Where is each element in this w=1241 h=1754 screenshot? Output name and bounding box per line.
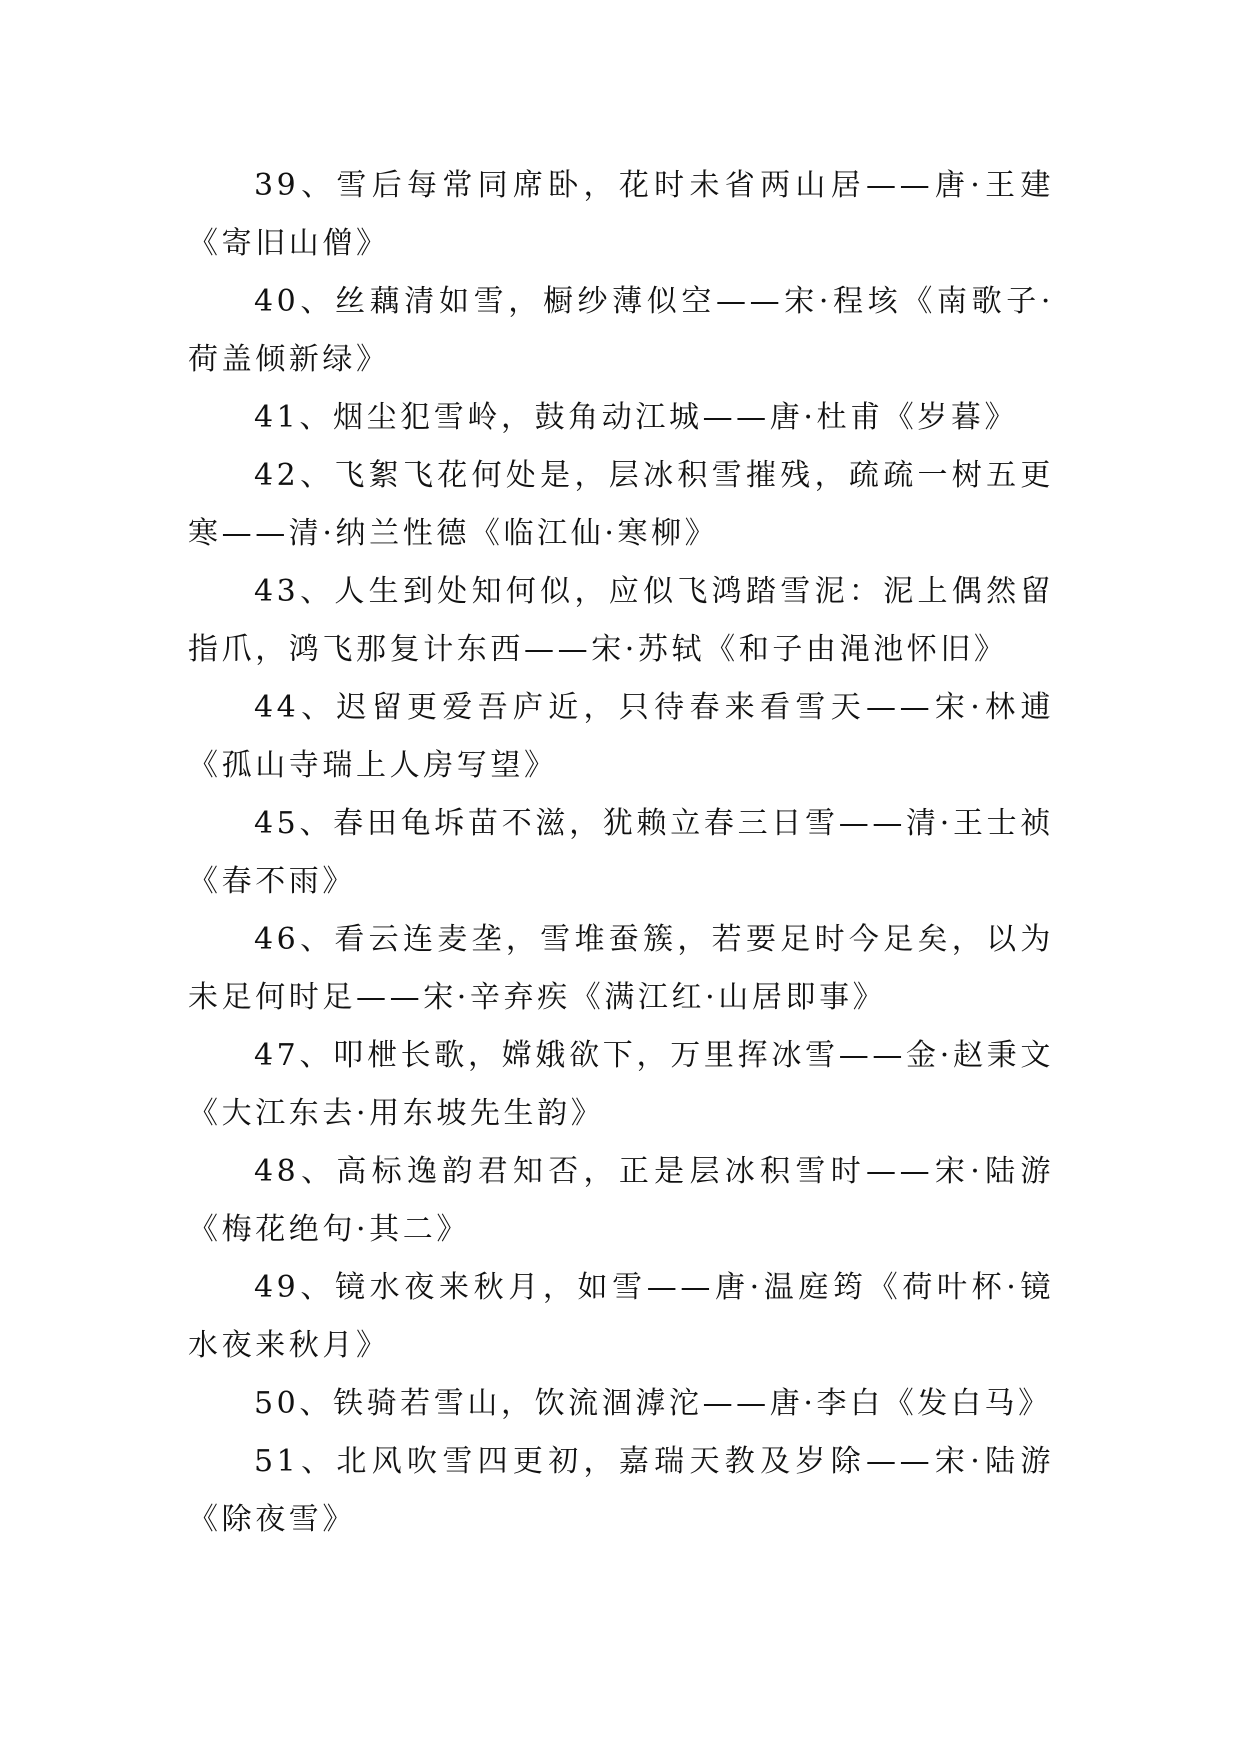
poem-entry-44: 44、迟留更爱吾庐近，只待春来看雪天——宋·林逋《孤山寺瑞上人房写望》 bbox=[188, 690, 1054, 783]
poem-entry-51: 51、北风吹雪四更初，嘉瑞天教及岁除——宋·陆游《除夜雪》 bbox=[188, 1444, 1054, 1537]
poem-entry-39: 39、雪后每常同席卧，花时未省两山居——唐·王建《寄旧山僧》 bbox=[188, 168, 1054, 261]
poem-entry-42: 42、飞絮飞花何处是，层冰积雪摧残，疏疏一树五更寒——清·纳兰性德《临江仙·寒柳》 bbox=[188, 458, 1054, 551]
poem-list bbox=[188, 157, 1054, 1549]
poem-entry-43: 43、人生到处知何似，应似飞鸿踏雪泥：泥上偶然留指爪，鸿飞那复计东西——宋·苏轼《和子由渑池怀旧》 bbox=[188, 574, 1054, 667]
poem-entry-49: 49、镜水夜来秋月，如雪——唐·温庭筠《荷叶杯·镜水夜来秋月》 bbox=[188, 1270, 1054, 1363]
poem-entry-48: 48、高标逸韵君知否，正是层冰积雪时——宋·陆游《梅花绝句·其二》 bbox=[188, 1154, 1054, 1247]
poem-entry-40: 40、丝藕清如雪，橱纱薄似空——宋·程垓《南歌子·荷盖倾新绿》 bbox=[188, 284, 1054, 377]
poem-entry-47: 47、叩枻长歌，嫦娥欲下，万里挥冰雪——金·赵秉文《大江东去·用东坡先生韵》 bbox=[188, 1038, 1054, 1131]
poem-entry-50: 50、铁骑若雪山，饮流涸滹沱——唐·李白《发白马》 bbox=[254, 1386, 1052, 1421]
poem-entry-45: 45、春田龟坼苗不滋，犹赖立春三日雪——清·王士祯《春不雨》 bbox=[188, 806, 1054, 899]
poem-entry-41: 41、烟尘犯雪岭，鼓角动江城——唐·杜甫《岁暮》 bbox=[254, 400, 1019, 435]
poem-entry-46: 46、看云连麦垄，雪堆蚕簇，若要足时今足矣，以为未足何时足——宋·辛弃疾《满江红·山居即事》 bbox=[188, 922, 1054, 1015]
